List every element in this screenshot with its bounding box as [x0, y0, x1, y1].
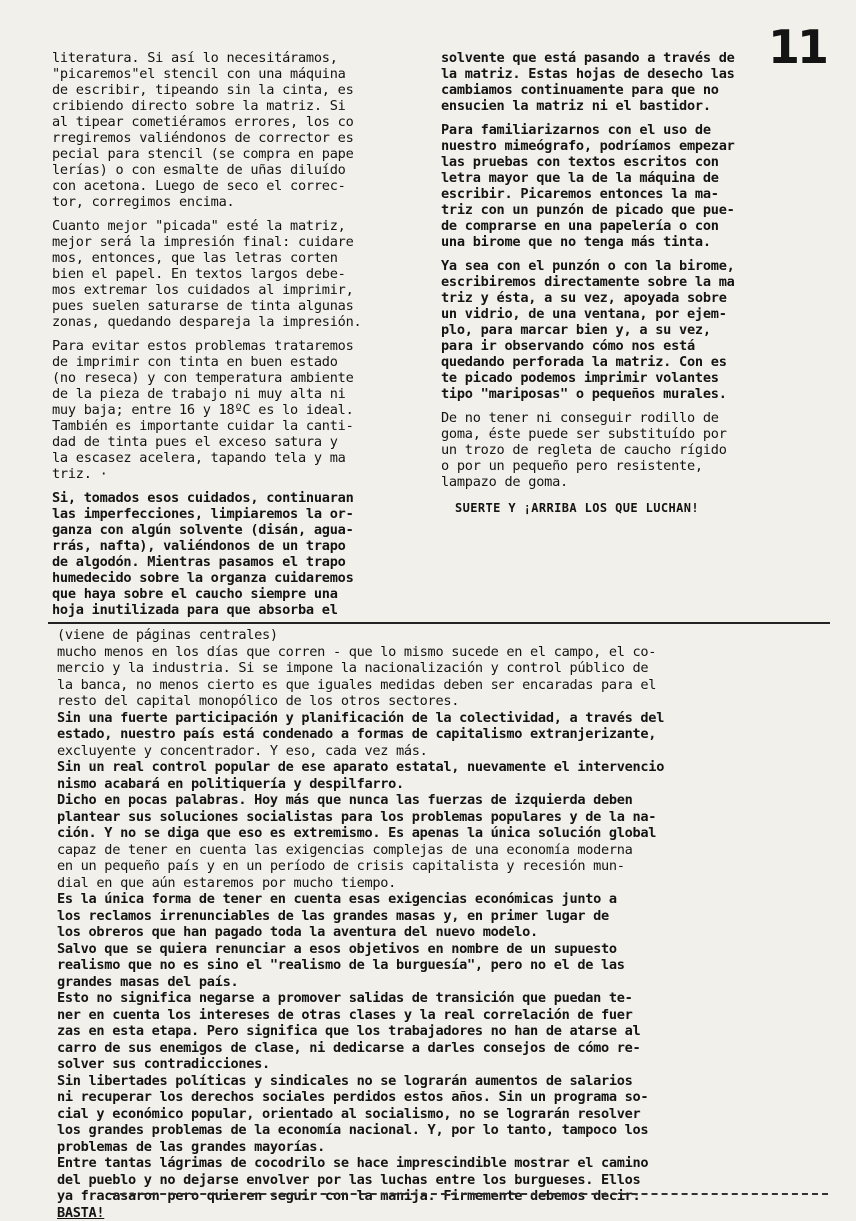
section-divider — [48, 622, 830, 624]
text-line: tipo "mariposas" o pequeños murales. — [441, 386, 786, 402]
text-line: dial en que aún estaremos por mucho tiempo. — [57, 875, 842, 892]
text-line: ganza con algún solvente (disán, agua- — [52, 522, 420, 538]
text-line: grandes masas del país. — [57, 974, 842, 991]
text-line: resto del capital monopólico de los otros sectores. — [57, 693, 842, 710]
text-line: Ya sea con el punzón o con la birome, — [441, 258, 786, 274]
text-line: lerías) o con esmalte de uñas diluído — [52, 162, 420, 178]
text-line: escribir. Picaremos entonces la ma- — [441, 186, 786, 202]
text-line: triz y ésta, a su vez, apoyada sobre — [441, 290, 786, 306]
paragraph — [441, 50, 786, 114]
text-line: lampazo de goma. — [441, 474, 786, 490]
text-line: de la pieza de trabajo ni muy alta ni — [52, 386, 420, 402]
left-column — [52, 50, 420, 626]
signoff-slogan: SUERTE Y ¡ARRIBA LOS QUE LUCHAN! — [455, 500, 786, 516]
text-line: de escribir, tipeando sin la cinta, es — [52, 82, 420, 98]
text-line: dad de tinta pues el exceso satura y — [52, 434, 420, 450]
text-line: la escasez acelera, tapando tela y ma — [52, 450, 420, 466]
text-line: los grandes problemas de la economía nacional. Y, por lo tanto, tampoco los — [57, 1122, 842, 1139]
text-line: rrás, nafta), valiéndonos de un trapo — [52, 538, 420, 554]
text-line: un vidrio, de una ventana, por ejem- — [441, 306, 786, 322]
text-line: triz con un punzón de picado que pue- — [441, 202, 786, 218]
text-line: Para evitar estos problemas trataremos — [52, 338, 420, 354]
paragraph — [52, 338, 420, 482]
continued-article — [57, 627, 842, 1221]
text-line: de imprimir con tinta en buen estado — [52, 354, 420, 370]
text-line: la banca, no menos cierto es que iguales medidas deben ser encaradas para el — [57, 677, 842, 694]
text-line: cambiamos continuamente para que no — [441, 82, 786, 98]
text-line: tor, corregimos encima. — [52, 194, 420, 210]
text-line: (no reseca) y con temperatura ambiente — [52, 370, 420, 386]
text-line: humedecido sobre la organza cuidaremos — [52, 570, 420, 586]
text-line: plo, para marcar bien y, a su vez, — [441, 322, 786, 338]
text-line: De no tener ni conseguir rodillo de — [441, 410, 786, 426]
text-line: ción. Y no se diga que eso es extremismo. Es apenas la única solución global — [57, 825, 842, 842]
text-line: cial y económico popular, orientado al socialismo, no se lograrán resolver — [57, 1106, 842, 1123]
text-line: mejor será la impresión final: cuidare — [52, 234, 420, 250]
text-line: (viene de páginas centrales) — [57, 627, 842, 644]
text-line: del pueblo y no dejarse envolver por las luchas entre los burgueses. Ellos — [57, 1172, 842, 1189]
text-line: muy baja; entre 16 y 18ºC es lo ideal. — [52, 402, 420, 418]
page-number: 11 — [768, 24, 826, 70]
text-line: plantear sus soluciones socialistas para los problemas populares y de la na- — [57, 809, 842, 826]
text-line: excluyente y concentrador. Y eso, cada vez más. — [57, 743, 842, 760]
text-line: nuestro mimeógrafo, podríamos empezar — [441, 138, 786, 154]
text-line: quedando perforada la matriz. Con es — [441, 354, 786, 370]
text-line: literatura. Si así lo necesitáramos, — [52, 50, 420, 66]
right-column — [441, 50, 786, 516]
text-line: realismo que no es sino el "realismo de la burguesía", pero no el de las — [57, 957, 842, 974]
text-line: un trozo de regleta de caucho rígido — [441, 442, 786, 458]
text-line: "picaremos"el stencil con una máquina — [52, 66, 420, 82]
text-line: ner en cuenta los intereses de otras clases y la real correlación de fuer — [57, 1007, 842, 1024]
paragraph — [52, 50, 420, 210]
paragraph — [52, 218, 420, 330]
paragraph — [441, 258, 786, 402]
text-line: triz. · — [52, 466, 420, 482]
text-line: goma, éste puede ser substituído por — [441, 426, 786, 442]
text-line: rregiremos valiéndonos de corrector es — [52, 130, 420, 146]
paragraph — [441, 410, 786, 490]
text-line: te picado podemos imprimir volantes — [441, 370, 786, 386]
text-line: pues suelen saturarse de tinta algunas — [52, 298, 420, 314]
text-line: nismo acabará en politiquería y despilfarro. — [57, 776, 842, 793]
text-line: solvente que está pasando a través de — [441, 50, 786, 66]
text-line: zas en esta etapa. Pero significa que los trabajadores no han de atarse al — [57, 1023, 842, 1040]
text-line: Si, tomados esos cuidados, continuaran — [52, 490, 420, 506]
text-line: o por un pequeño pero resistente, — [441, 458, 786, 474]
text-line: Es la única forma de tener en cuenta esas exigencias económicas junto a — [57, 891, 842, 908]
text-line: Sin una fuerte participación y planificación de la colectividad, a través del — [57, 710, 842, 727]
text-line: escribiremos directamente sobre la ma — [441, 274, 786, 290]
text-line: que haya sobre el caucho siempre una — [52, 586, 420, 602]
text-line: Sin un real control popular de ese aparato estatal, nuevamente el intervencio — [57, 759, 842, 776]
text-line: estado, nuestro país está condenado a formas de capitalismo extranjerizante, — [57, 726, 842, 743]
bottom-divider — [110, 1193, 828, 1195]
text-line: de algodón. Mientras pasamos el trapo — [52, 554, 420, 570]
text-line: capaz de tener en cuenta las exigencias complejas de una economía moderna — [57, 842, 842, 859]
text-line: ensucien la matriz ni el bastidor. — [441, 98, 786, 114]
text-line: Dicho en pocas palabras. Hoy más que nunca las fuerzas de izquierda deben — [57, 792, 842, 809]
text-line: carro de sus enemigos de clase, ni dedicarse a darles consejos de cómo re- — [57, 1040, 842, 1057]
text-line: letra mayor que la de la máquina de — [441, 170, 786, 186]
text-line: al tipear cometiéramos errores, los co — [52, 114, 420, 130]
text-line: con acetona. Luego de seco el correc- — [52, 178, 420, 194]
text-line: cribiendo directo sobre la matriz. Si — [52, 98, 420, 114]
text-line: solver sus contradicciones. — [57, 1056, 842, 1073]
text-line: mos, entonces, que las letras corten — [52, 250, 420, 266]
text-line: la matriz. Estas hojas de desecho las — [441, 66, 786, 82]
text-line: Sin libertades políticas y sindicales no se lograrán aumentos de salarios — [57, 1073, 842, 1090]
text-line: mos extremar los cuidados al imprimir, — [52, 282, 420, 298]
text-line: mercio y la industria. Si se impone la nacionalización y control público de — [57, 660, 842, 677]
text-line: Cuanto mejor "picada" esté la matriz, — [52, 218, 420, 234]
text-line: ya fracasaron pero quieren seguir con la manija. Firmemente debemos decir: — [57, 1188, 842, 1205]
text-line: hoja inutilizada para que absorba el — [52, 602, 420, 618]
text-line: BASTA! — [57, 1205, 842, 1221]
text-line: Para familiarizarnos con el uso de — [441, 122, 786, 138]
paragraph — [52, 490, 420, 618]
paragraph — [441, 122, 786, 250]
text-line: los obreros que han pagado toda la aventura del nuevo modelo. — [57, 924, 842, 941]
text-line: ni recuperar los derechos sociales perdidos estos años. Sin un programa so- — [57, 1089, 842, 1106]
text-line: Esto no significa negarse a promover salidas de transición que puedan te- — [57, 990, 842, 1007]
text-line: Entre tantas lágrimas de cocodrilo se hace imprescindible mostrar el camino — [57, 1155, 842, 1172]
text-line: mucho menos en los días que corren - que lo mismo sucede en el campo, el co- — [57, 644, 842, 661]
text-line: en un pequeño país y en un período de crisis capitalista y recesión mun- — [57, 858, 842, 875]
text-line: una birome que no tenga más tinta. — [441, 234, 786, 250]
text-line: pecial para stencil (se compra en pape — [52, 146, 420, 162]
text-line: las imperfecciones, limpiaremos la or- — [52, 506, 420, 522]
text-line: problemas de las grandes mayorías. — [57, 1139, 842, 1156]
text-line: las pruebas con textos escritos con — [441, 154, 786, 170]
text-line: de comprarse en una papelería o con — [441, 218, 786, 234]
text-line: para ir observando cómo nos está — [441, 338, 786, 354]
text-line: Salvo que se quiera renunciar a esos objetivos en nombre de un supuesto — [57, 941, 842, 958]
text-line: bien el papel. En textos largos debe- — [52, 266, 420, 282]
text-line: También es importante cuidar la canti- — [52, 418, 420, 434]
text-line: los reclamos irrenunciables de las grandes masas y, en primer lugar de — [57, 908, 842, 925]
text-line: zonas, quedando despareja la impresión. — [52, 314, 420, 330]
